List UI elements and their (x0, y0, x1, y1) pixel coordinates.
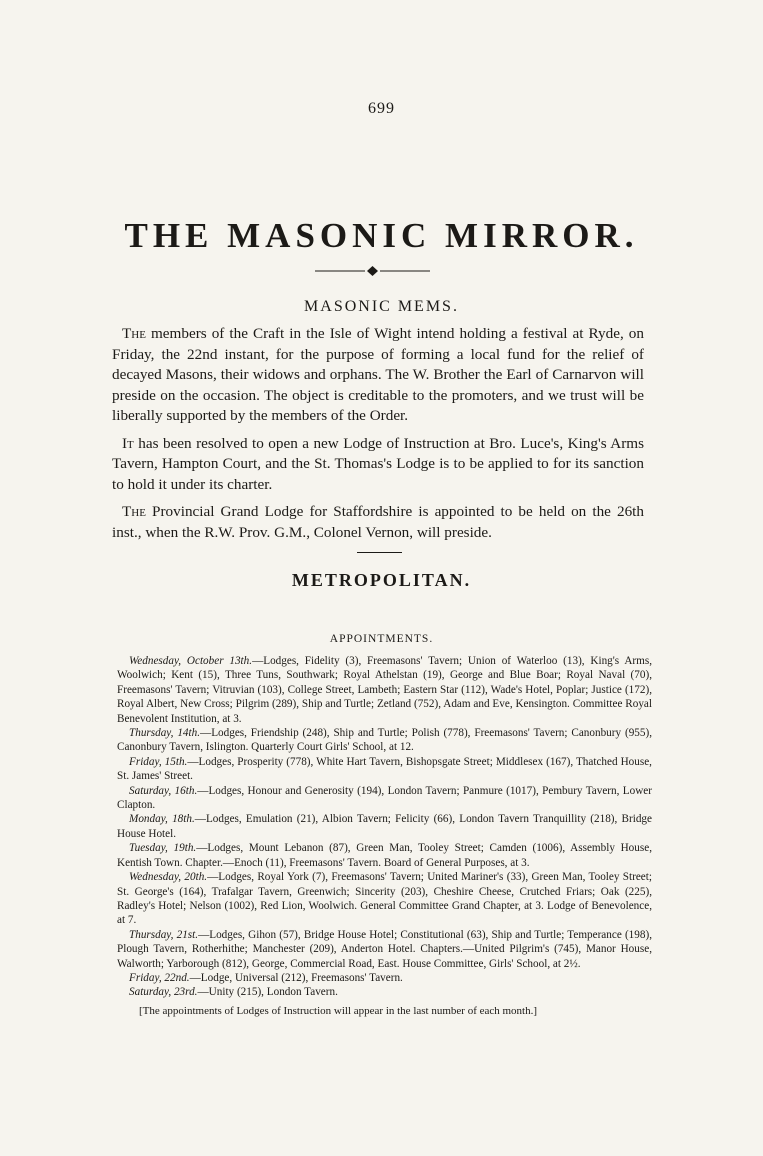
paragraph (112, 502, 644, 543)
paragraph-lead: The (122, 503, 146, 520)
appointment-day: Wednesday, 20th. (129, 871, 208, 884)
appointment-entry (117, 870, 652, 928)
appointment-text: —Lodges, Fidelity (3), Freemasons' Tavern; Union of Waterloo (13), King's Arms, Woolwich; Kent (15), Three Tuns, Southwark; Royal Athelstan (19), George and Blue Boar; Royal Naval (70), Freemasons' Tavern; Vitruvian (103), College Street, Lambeth; Eastern Star (112), Wade's Hotel, Poplar; Justice (172), Royal Albert, New Cross; Pilgrim (289), Ship and Turtle; Zetland (752), Adam and Eve, Kensington. Committee Royal Benevolent Institution, at 3. (117, 655, 652, 725)
appointment-text: —Lodges, Friendship (248), Ship and Turtle; Polish (778), Freemasons' Tavern; Canonbury (955), Canonbury Tavern, Islington. Quarterly Court Girls' School, at 12. (117, 727, 652, 754)
appointment-entry (117, 985, 652, 999)
paragraph-lead: The (122, 325, 146, 342)
appointment-text: —Lodges, Mount Lebanon (87), Green Man, Tooley Street; Camden (1006), Assembly House, Kentish Town. Chapter.—Enoch (11), Freemasons' Tavern. Board of General Purposes, at 3. (117, 842, 652, 869)
paragraph-text: has been resolved to open a new Lodge of Instruction at Bro. Luce's, King's Arms Tavern, Hampton Court, and the St. Thomas's Lodge is to be applied to for its sanction to hold it under its charter. (112, 434, 644, 493)
appointment-day: Saturday, 16th. (129, 784, 198, 797)
appointment-entry (117, 654, 652, 726)
appointment-text: —Lodges, Royal York (7), Freemasons' Tavern; United Mariner's (33), Green Man, Tooley Street; St. George's (164), Trafalgar Tavern, Greenwich; Sincerity (203), Cheshire Cheese, Crutched Friars; Oak (225), Radley's Hotel; Nelson (1002), Red Lion, Woolwich. General Committee Grand Chapter, at 3. Lodge of Benevolence, at 7. (117, 871, 652, 927)
appointment-day: Thursday, 14th. (129, 727, 201, 740)
appointment-day: Monday, 18th. (129, 813, 195, 826)
subheading-appointments: APPOINTMENTS. (329, 633, 434, 645)
appointment-entry (117, 726, 652, 755)
appointment-day: Friday, 22nd. (129, 971, 190, 984)
section-heading-masonic-mems: MASONIC MEMS. (304, 298, 459, 315)
appointment-entry (117, 755, 652, 784)
appointment-entry (117, 971, 652, 985)
appointment-text: —Lodges, Honour and Generosity (194), London Tavern; Panmure (1017), Pembury Tavern, Lower Clapton. (117, 784, 652, 812)
page-title: THE MASONIC MIRROR. (124, 216, 639, 255)
page-number: 699 (368, 100, 395, 117)
appointment-text: —Unity (215), London Tavern. (197, 986, 338, 999)
ornament-divider-icon (315, 266, 430, 276)
appointment-entry (117, 928, 652, 971)
footnote: [The appointments of Lodges of Instruction will appear in the last number of each month.] (139, 1004, 538, 1017)
paragraph-text: members of the Craft in the Isle of Wight intend holding a festival at Ryde, on Friday, the 22nd instant, for the purpose of forming a local fund for the relief of decayed Masons, their widows and orphans. The W. Brother the Earl of Carnarvon will preside on the occasion. The object is creditable to the promoters, and we trust will be liberally supported by the members of the Order. (112, 325, 644, 424)
appointment-day: Thursday, 21st. (129, 928, 199, 941)
paragraph (112, 434, 644, 496)
masonic-mems-body (112, 324, 644, 550)
appointments-list (117, 654, 652, 1018)
appointment-entry (117, 841, 652, 870)
appointment-day: Tuesday, 19th. (129, 842, 197, 855)
appointment-entry (117, 812, 652, 841)
section-divider (357, 552, 402, 553)
appointment-day: Wednesday, October 13th. (129, 655, 253, 667)
paragraph-text: Provincial Grand Lodge for Staffordshire is appointed to be held on the 26th inst., when the R.W. Prov. G.M., Colonel Vernon, will preside. (112, 503, 644, 541)
appointment-entry (117, 784, 652, 813)
paragraph (112, 324, 644, 427)
appointment-text: —Lodges, Gihon (57), Bridge House Hotel; Constitutional (63), Ship and Turtle; Temperance (198), Plough Tavern, Rotherhithe; Manchester (209), Anderton Hotel. Chapters.—United Pilgrim's (745), Manor House, Walworth; Yarborough (812), George, Commercial Road, East. House Committee, Girls' School, at 2½. (117, 928, 652, 970)
appointment-day: Saturday, 23rd. (129, 986, 198, 999)
section-heading-metropolitan: METROPOLITAN. (291, 570, 472, 590)
appointment-text: —Lodge, Universal (212), Freemasons' Tavern. (189, 971, 403, 984)
paragraph-lead: It (122, 434, 134, 452)
appointment-text: —Lodges, Emulation (21), Albion Tavern; Felicity (66), London Tavern Tranquillity (218), Bridge House Hotel. (117, 813, 652, 840)
appointment-day: Friday, 15th. (129, 755, 188, 768)
appointment-text: —Lodges, Prosperity (778), White Hart Tavern, Bishopsgate Street; Middlesex (167), Thatched House, St. James' Street. (117, 755, 652, 783)
